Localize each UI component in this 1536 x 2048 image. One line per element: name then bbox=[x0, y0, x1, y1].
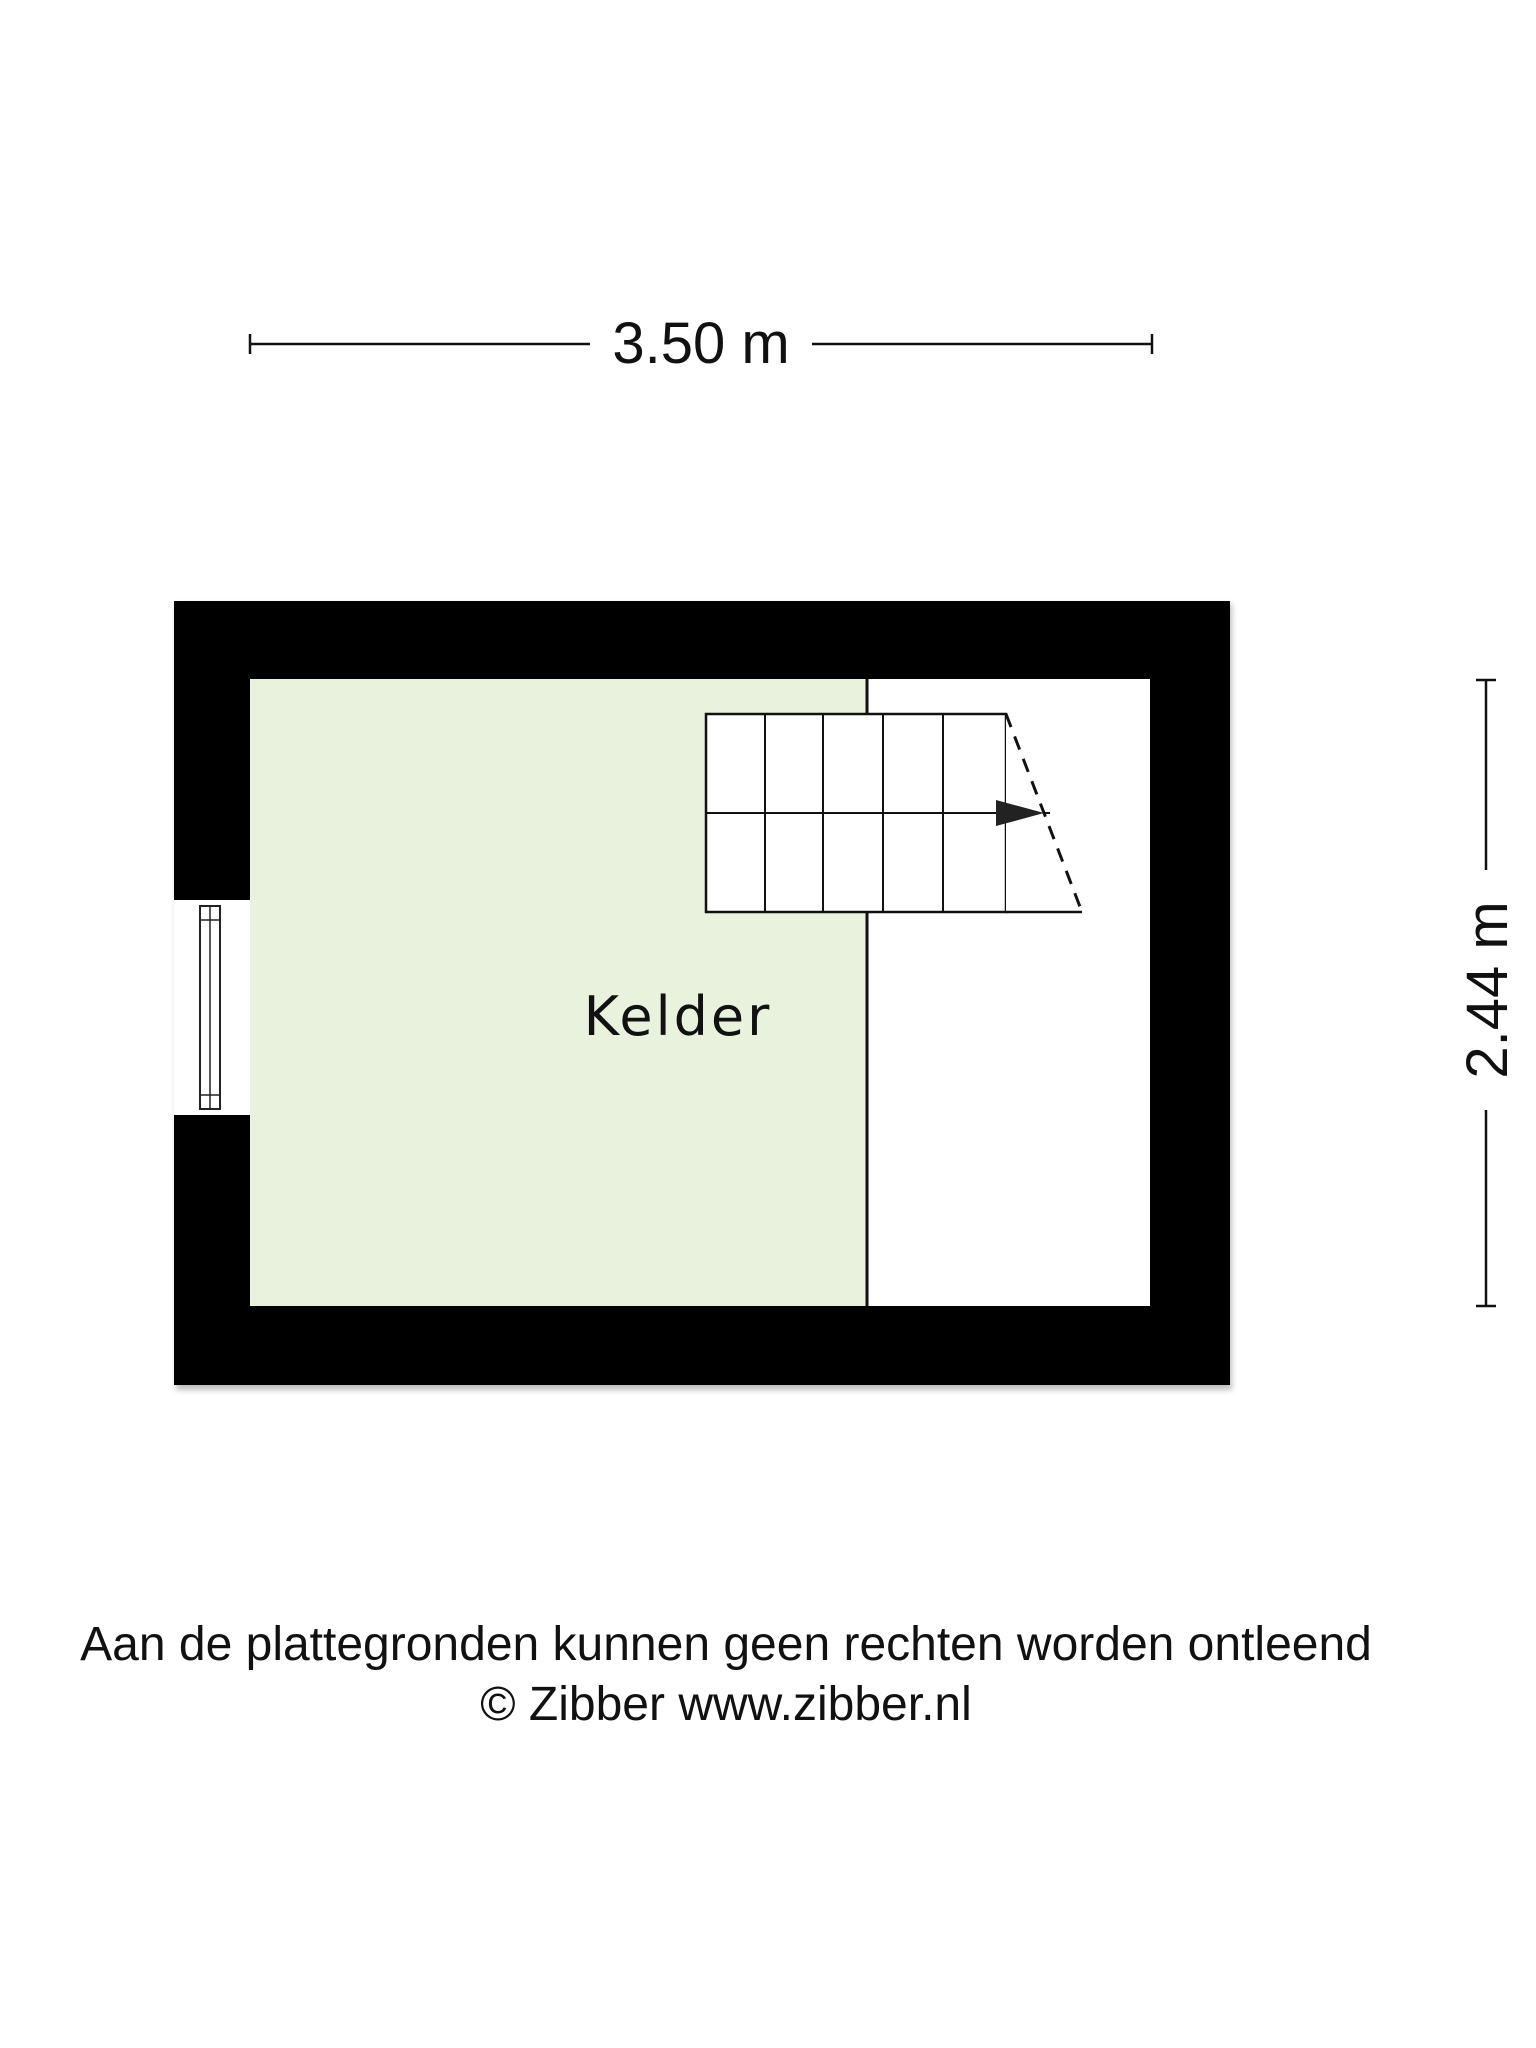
disclaimer-text: Aan de plattegronden kunnen geen rechten worden ontleend bbox=[80, 1618, 1372, 1671]
copyright-text: © Zibber www.zibber.nl bbox=[480, 1678, 972, 1731]
footer bbox=[0, 1615, 1452, 1735]
window bbox=[174, 900, 250, 1115]
height-dimension bbox=[1455, 680, 1520, 1306]
height-dimension-label: 2.44 m bbox=[1455, 901, 1520, 1079]
room-label-kelder: Kelder bbox=[583, 985, 773, 1048]
width-dimension bbox=[250, 311, 1152, 376]
width-dimension-label: 3.50 m bbox=[612, 311, 790, 376]
